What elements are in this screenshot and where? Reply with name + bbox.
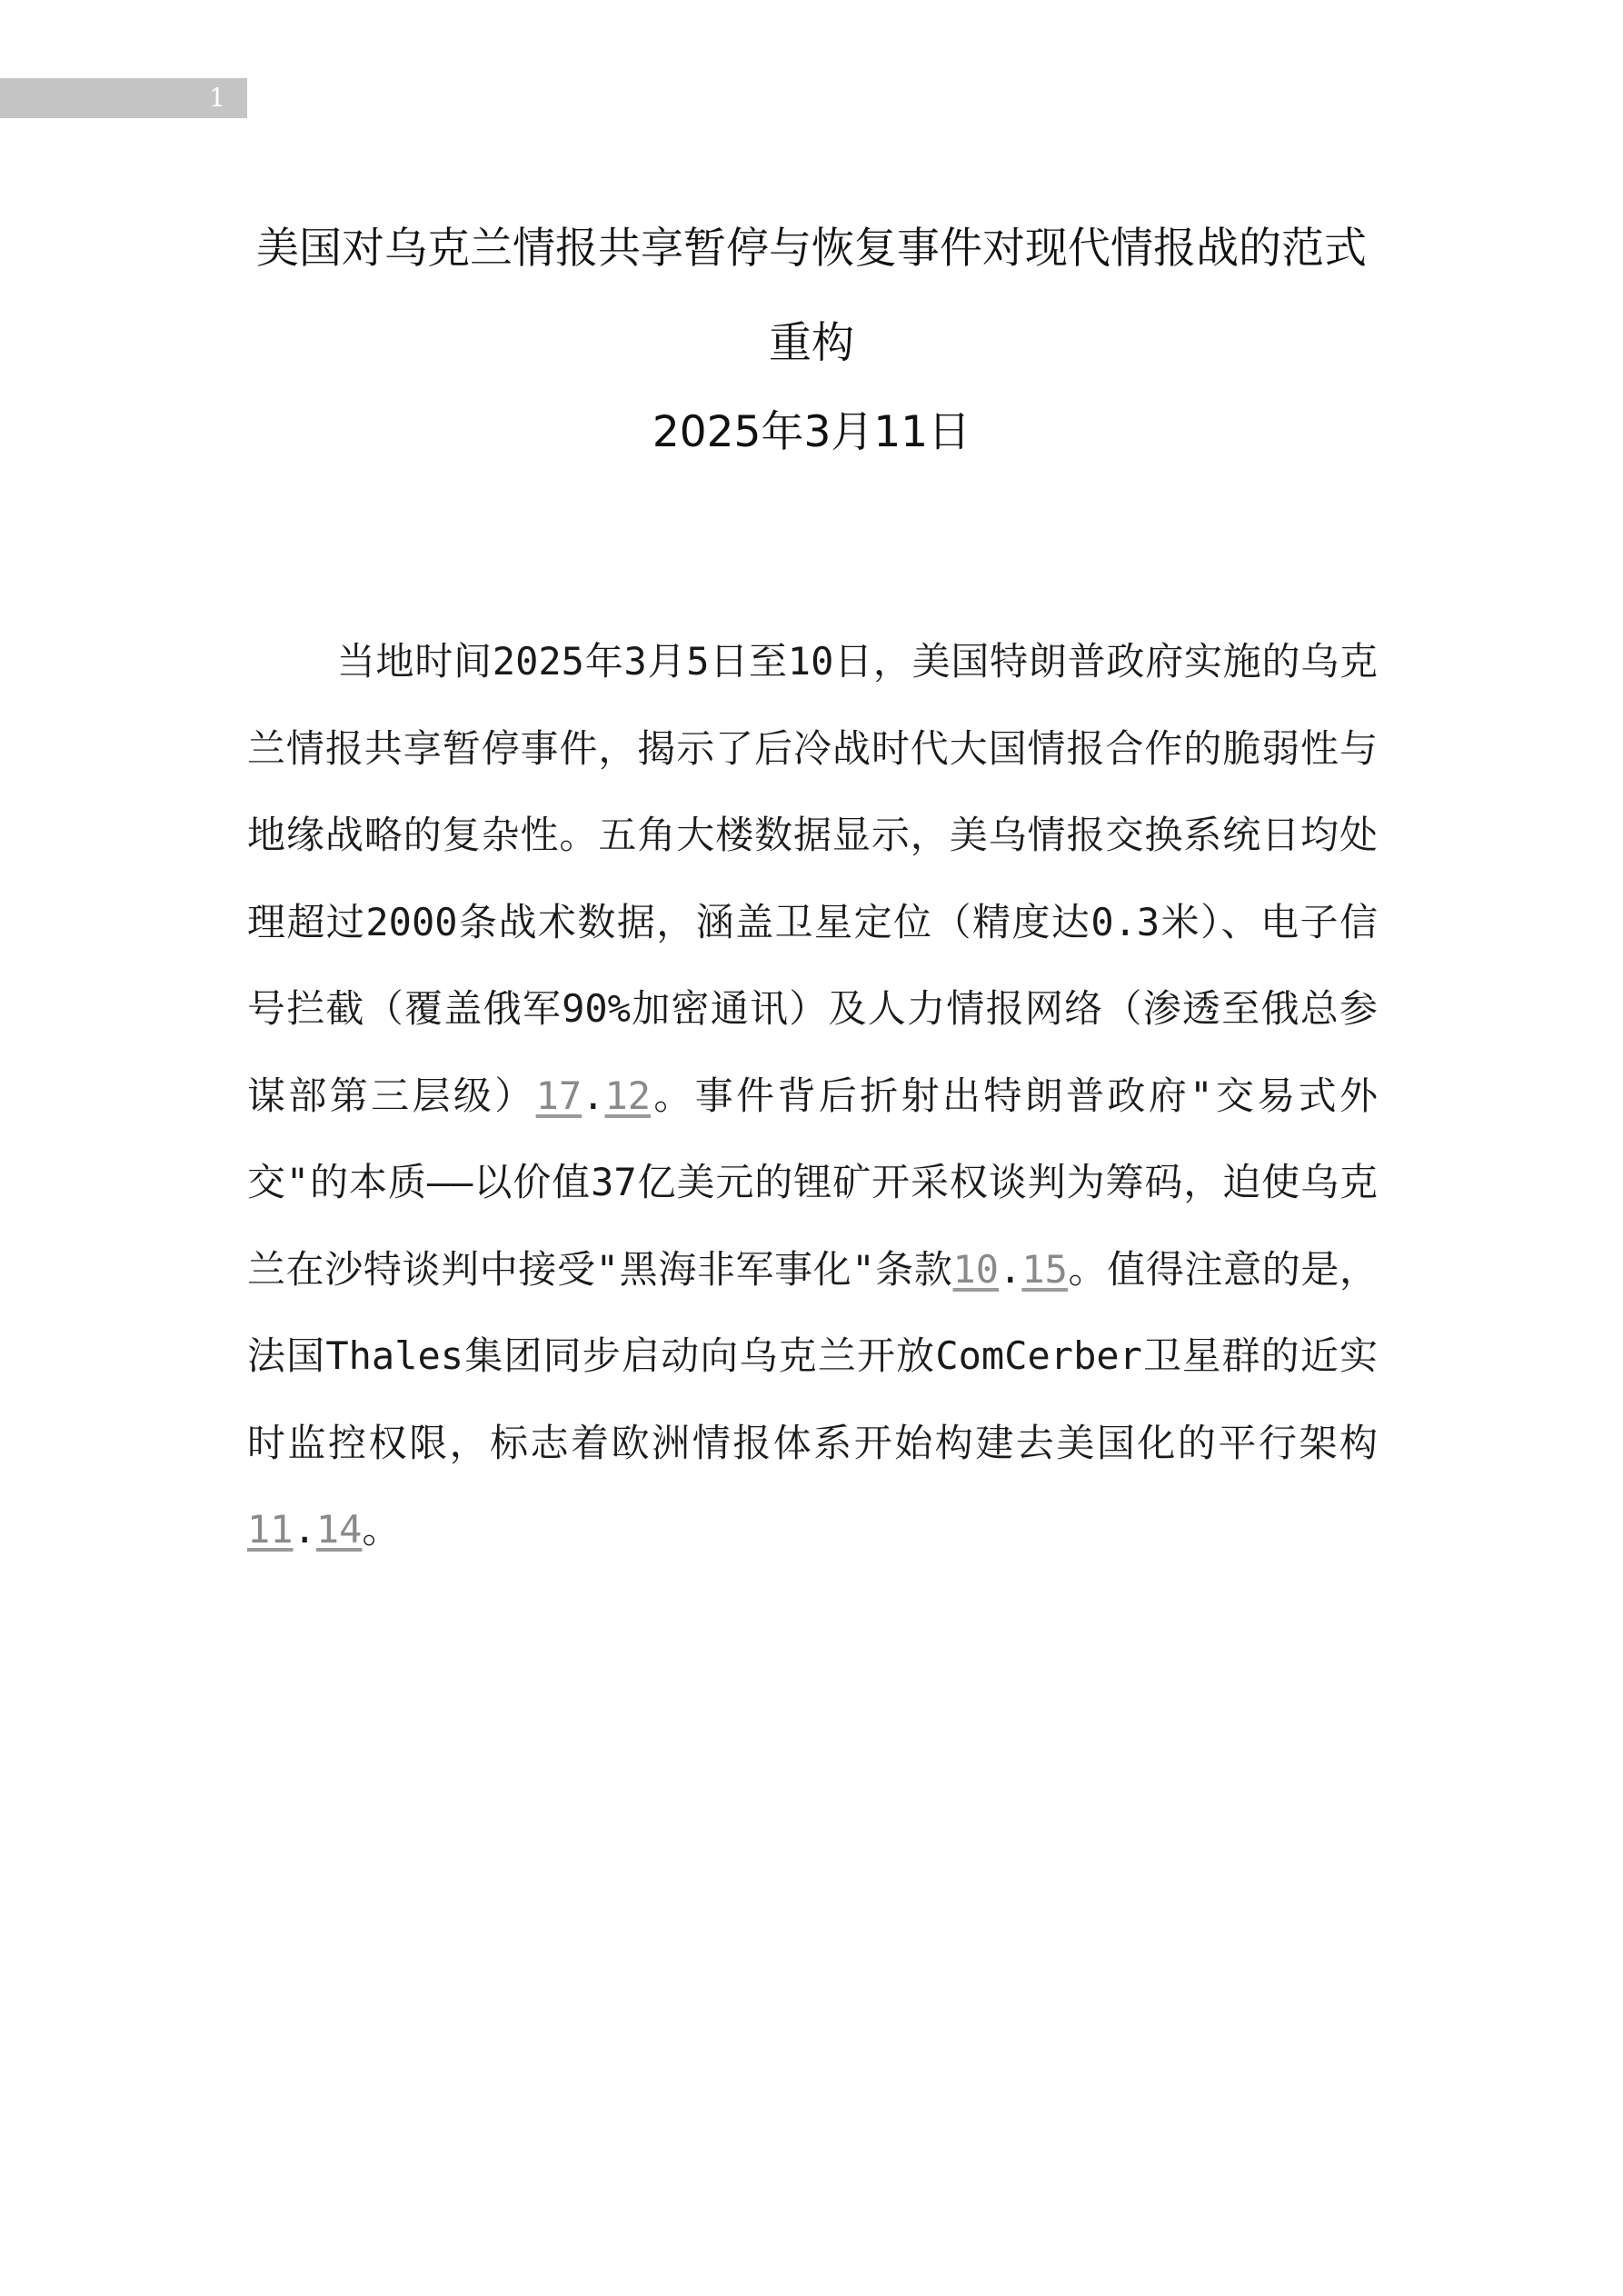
page-number: 1 — [209, 83, 225, 113]
citation-separator: . — [999, 1246, 1022, 1292]
page-number-tab — [0, 78, 247, 118]
citation-link[interactable]: 15 — [1021, 1246, 1068, 1292]
paragraph-segment: 。值得注意的是，法国Thales集团同步启动向乌克兰开放ComCerber卫星群的近实时监控权限，标志着欧洲情报体系开始构建去美国化的平行架构 — [247, 1246, 1378, 1465]
paragraph-segment: 当地时间2025年3月5日至10日，美国特朗普政府实施的乌克兰情报共享暂停事件，揭示了后冷战时代大国情报合作的脆弱性与地缘战略的复杂性。五角大楼数据显示，美乌情报交换系统日均处理超过2000条战术数据，涵盖卫星定位（精度达0.3米）、电子信号拦截（覆盖俄军90%加密通讯）及人力情报网络（渗透至俄总参谋部第三层级） — [247, 639, 1378, 1118]
citation-link[interactable]: 17 — [535, 1073, 582, 1118]
citation-link[interactable]: 11 — [247, 1507, 294, 1552]
document-date: 2025年3月11日 — [652, 407, 971, 457]
document-title: 美国对乌克兰情报共享暂停与恢复事件对现代情报战的范式重构 — [256, 224, 1367, 368]
citation-separator: . — [582, 1073, 605, 1118]
citation-separator: . — [293, 1507, 316, 1552]
citation-link[interactable]: 10 — [952, 1246, 1000, 1292]
body-paragraph — [247, 618, 1378, 1573]
paragraph-segment: 。事件背后折射出特朗普政府"交易式外交"的本质——以价值37亿美元的锂矿开采权谈判为筹码，迫使乌克兰在沙特谈判中接受"黑海非军事化"条款 — [247, 1073, 1378, 1292]
citation-link[interactable]: 14 — [315, 1507, 363, 1552]
paragraph-segment: 。 — [362, 1507, 401, 1552]
citation-link[interactable]: 12 — [604, 1073, 652, 1118]
